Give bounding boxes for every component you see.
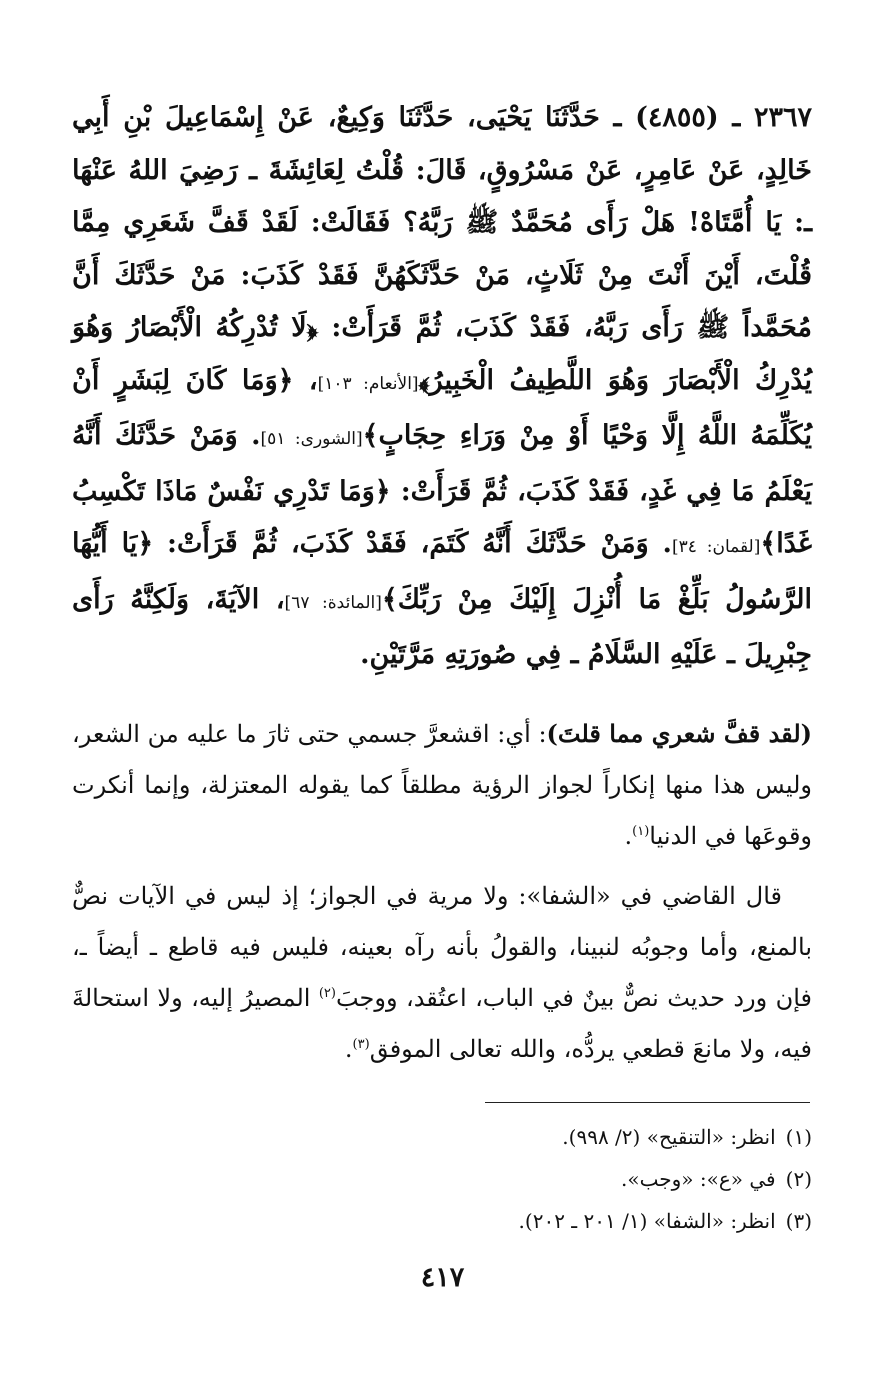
footnote-text: انظر: «التنقيح» (٢/ ٩٩٨). [562,1125,776,1149]
commentary-paragraph-1 [72,708,812,862]
commentary-text-1: : أي: اقشعرَّ جسمي حتى ثارَ ما عليه من الشعر، وليس هذا منها إنكاراً لجواز الرؤية مطلقاً كما يقوله المعتزلة، وإنما أنكرت وقوعَها في الدنيا [72,720,812,850]
footnote-separator [485,1102,810,1103]
hadith-part-5: ، الآيَةَ، وَلَكِنَّهُ رَأَى جِبْرِيلَ ـ عَلَيْهِ السَّلَامُ ـ فِي صُورَتِهِ مَرَّتَيْنِ. [72,583,812,670]
hadith-part-3: . وَمَنْ حَدَّثَكَ أَنَّهُ يَعْلَمُ مَا فِي غَدٍ، فَقَدْ كَذَبَ، ثُمَّ قَرَأَتْ: ﴿وَمَا تَدْرِي نَفْسٌ مَاذَا تَكْسِبُ غَدًا﴾ [72,420,812,559]
footnote-ref-1: (١) [632,824,650,839]
citation-maida: [المائدة: ٦٧] [284,592,382,613]
hadith-part-2: ، ﴿وَمَا كَانَ لِبَشَرٍ أَنْ يُكَلِّمَهُ اللَّهُ إِلَّا وَحْيًا أَوْ مِنْ وَرَاءِ حِجَابٍ﴾ [72,364,812,451]
citation-luqman: [لقمان: ٣٤] [671,537,761,557]
citation-shura: [الشورى: ٥١] [260,429,363,449]
footnote-ref-3: (٣) [352,1037,370,1052]
footnote-ref-2: (٢) [318,986,336,1001]
commentary-lead-phrase: (لقد قفَّ شعري مما قلتَ) [546,719,812,748]
footnote-3 [412,1200,812,1242]
footnote-number: (٣) [785,1209,812,1233]
footnote-text: انظر: «الشفا» (١/ ٢٠١ ـ ٢٠٢). [518,1209,776,1233]
footnote-number: (٢) [785,1167,812,1191]
commentary-end-1: . [624,822,633,850]
hadith-part-1: ٢٣٦٧ ـ (٤٨٥٥) ـ حَدَّثَنَا يَحْيَى، حَدَّثَنَا وَكِيعٌ، عَنْ إِسْمَاعِيلَ بْنِ أَبِي خَالِدٍ، عَنْ عَامِرٍ، عَنْ مَسْرُوقٍ، قَالَ: قُلْتُ لِعَائِشَةَ ـ رَضِيَ اللهُ عَنْهَا ـ: يَا أُمَّتَاهْ! هَلْ رَأَى مُحَمَّدٌ ﷺ رَبَّهُ؟ فَقَالَتْ: لَقَدْ قَفَّ شَعَرِي مِمَّا قُلْتَ، أَيْنَ أَنْتَ مِنْ ثَلَاثٍ، مَنْ حَدَّثَكَهُنَّ فَقَدْ كَذَبَ: مَنْ حَدَّثَكَ أَنَّ مُحَمَّداً ﷺ رَأَى رَبَّهُ، فَقَدْ كَذَبَ، ثُمَّ قَرَأَتْ: ﴿لَا تُدْرِكُهُ الْأَبْصَارُ وَهُوَ يُدْرِكُ الْأَبْصَارَ وَهُوَ اللَّطِيفُ الْخَبِيرُ﴾ [72,102,812,396]
citation-anam: [الأنعام: ١٠٣] [317,373,419,394]
commentary-end-2: . [344,1035,353,1063]
hadith-text [72,92,812,682]
commentary-text-2b: المصيرُ إليه، ولا استحالةَ فيه، ولا مانعَ قطعي يردُّه، والله تعالى الموفق [72,984,812,1063]
footnote-1 [412,1116,812,1158]
footnote-text: في «ع»: «وجب». [621,1167,776,1191]
footnote-2 [412,1158,812,1200]
footnote-number: (١) [785,1125,812,1149]
commentary-text-2a: قال القاضي في «الشفا»: ولا مرية في الجواز؛ إذ ليس في الآيات نصٌّ بالمنع، وأما وجوبُه لنبينا، والقولُ بأنه رآه بعينه، فليس فيه قاطع ـ أيضاً ـ، فإن ورد حديث نصٌّ بينٌ في الباب، اعتُقد، ووجبَ [72,882,812,1012]
page-number: ٤١٧ [420,1262,465,1293]
footnotes [412,1116,812,1242]
commentary-paragraph-2 [72,871,812,1075]
hadith-part-4: . وَمَنْ حَدَّثَكَ أَنَّهُ كَتَمَ، فَقَدْ كَذَبَ، ثُمَّ قَرَأَتْ: ﴿يَا أَيُّهَا الرَّسُولُ بَلِّغْ مَا أُنْزِلَ إِلَيْكَ مِنْ رَبِّكَ﴾ [72,528,812,615]
